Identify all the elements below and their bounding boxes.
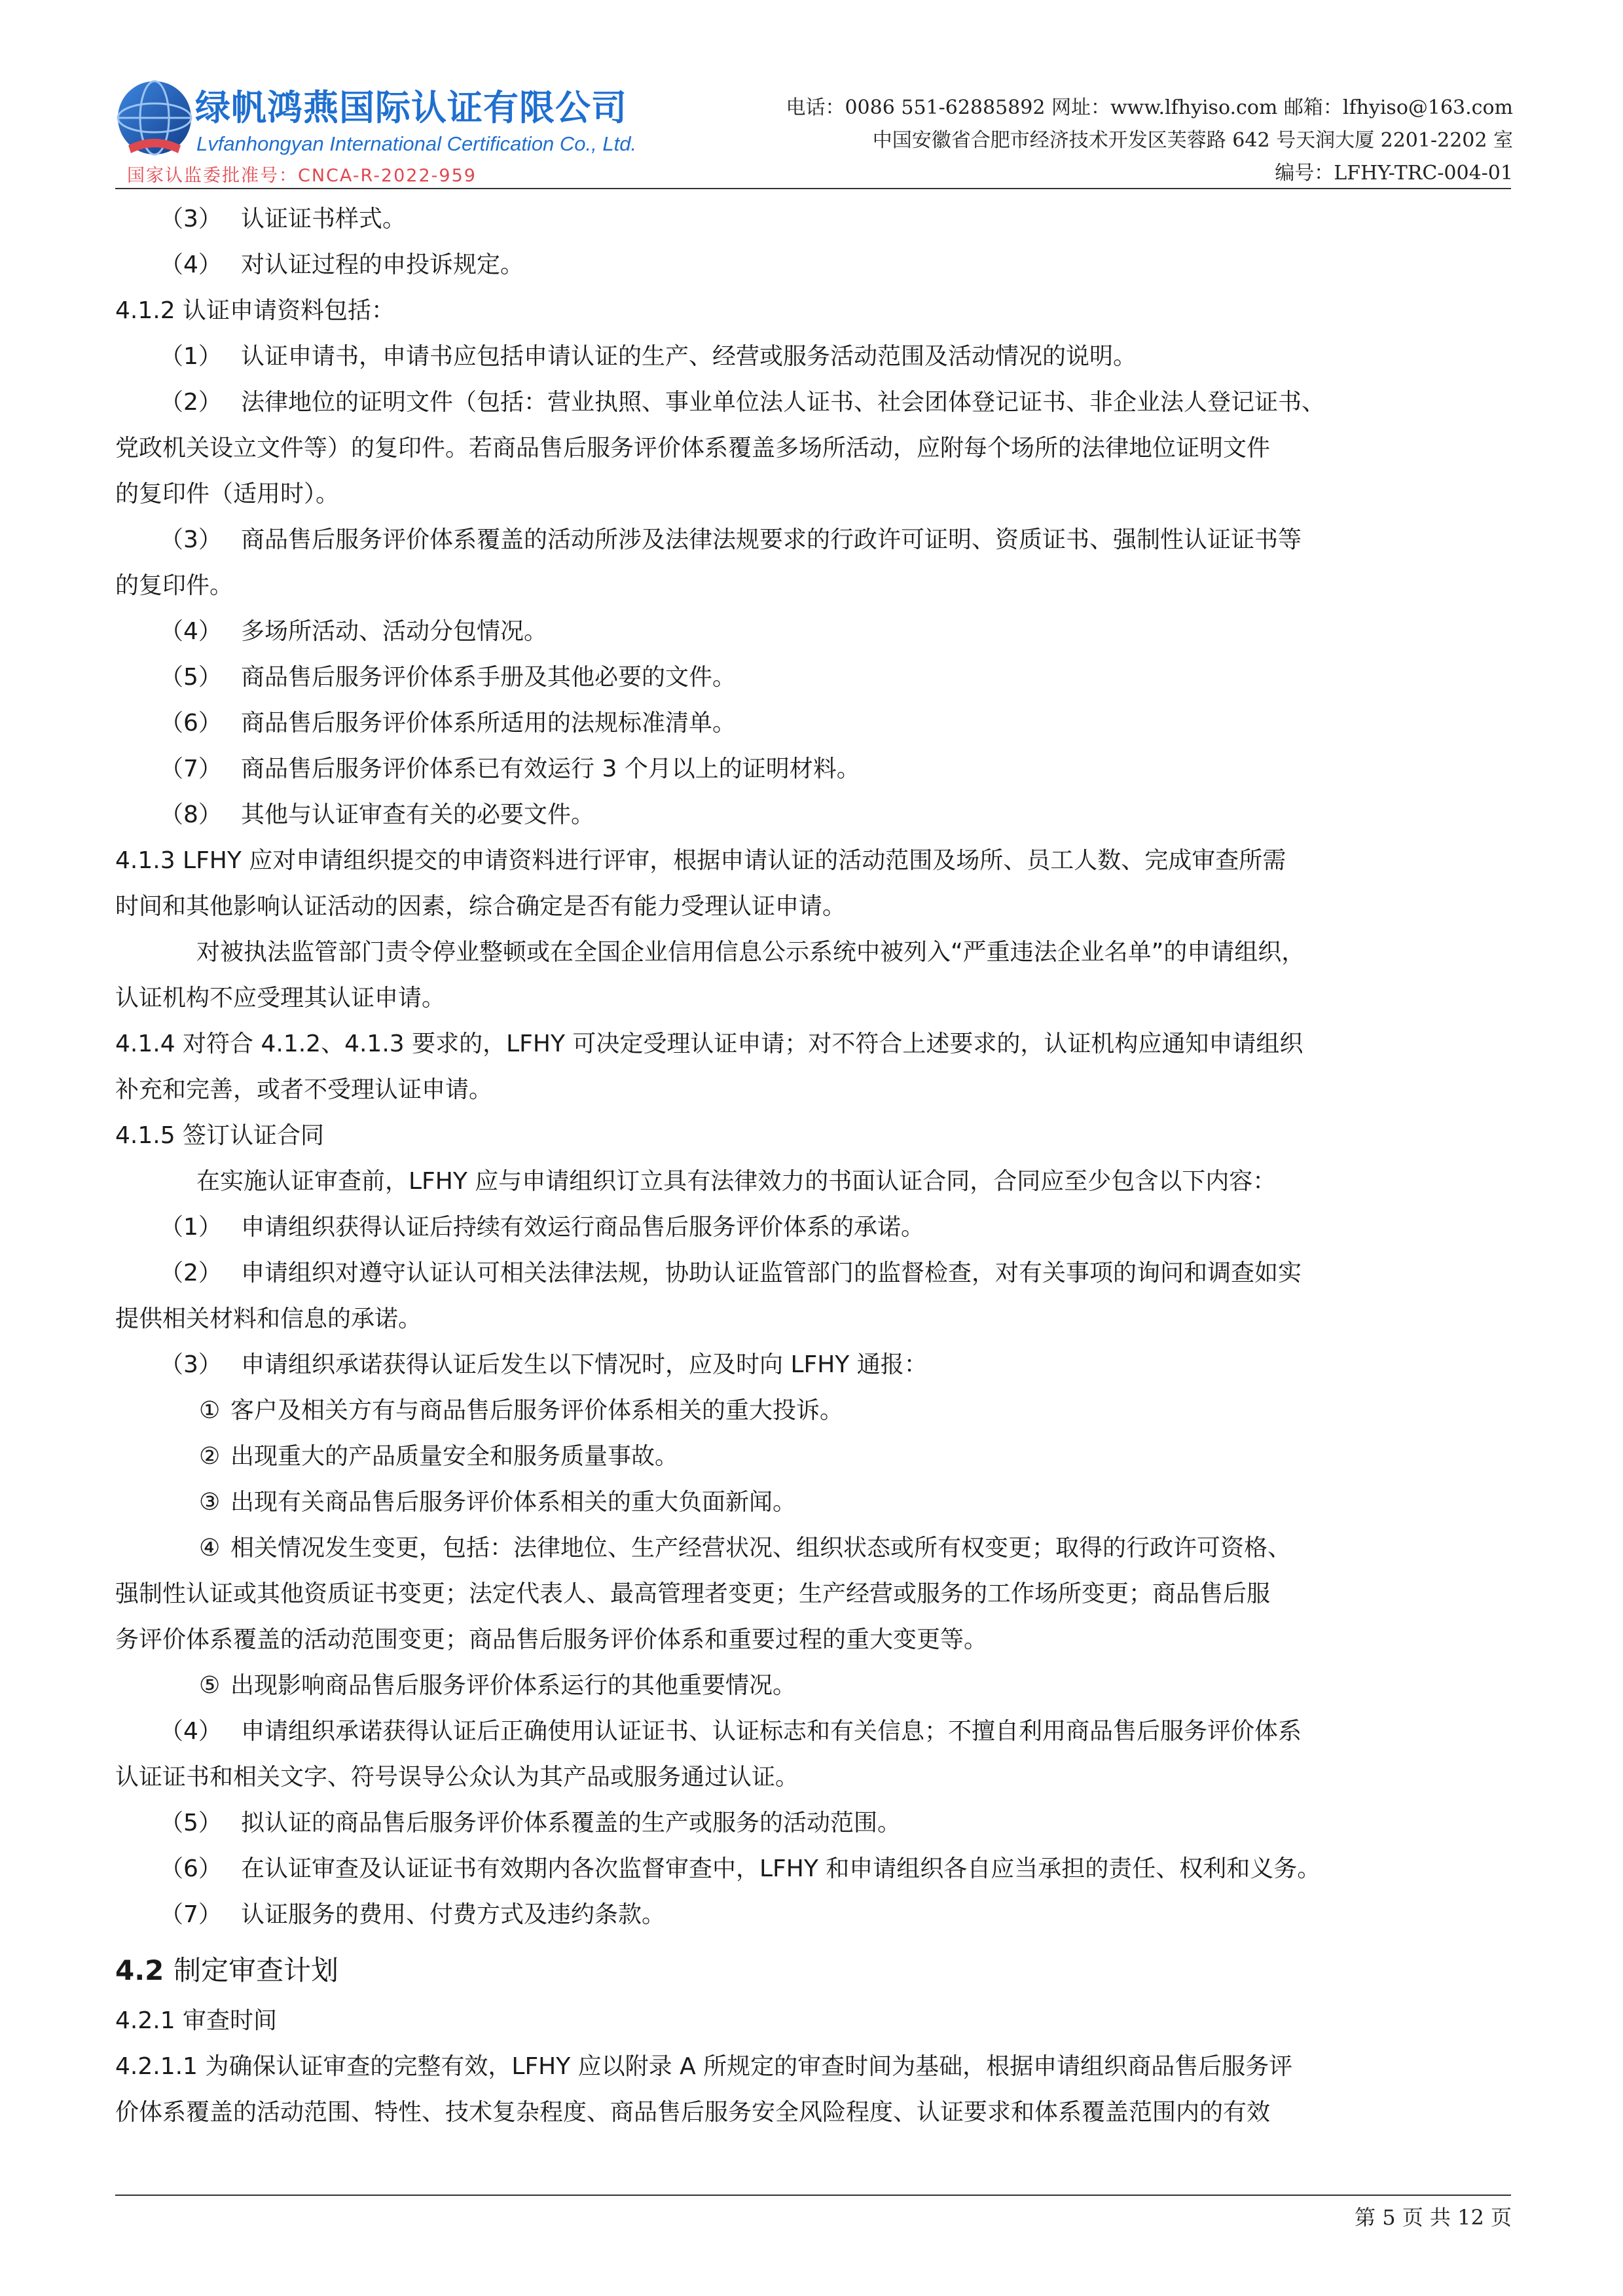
contact-block bbox=[786, 92, 1513, 190]
item-number: （5） bbox=[160, 664, 222, 691]
list-item bbox=[115, 1250, 1511, 1296]
globe-logo-icon bbox=[115, 73, 194, 172]
list-item bbox=[115, 746, 1511, 792]
item-number: ③ bbox=[199, 1489, 221, 1516]
item-number: （3） bbox=[160, 1351, 222, 1378]
item-number: （4） bbox=[160, 251, 222, 278]
item-text: 在认证审查及认证证书有效期内各次监督审查中，LFHY 和申请组织各自应当承担的责任、权利和义务。 bbox=[241, 1855, 1321, 1882]
list-item bbox=[115, 1800, 1511, 1846]
list-item bbox=[115, 1205, 1511, 1250]
text-line: 的复印件（适用时）。 bbox=[115, 481, 340, 507]
clause-text: 4.2.1.1 为确保认证审查的完整有效，LFHY 应以附录 A 所规定的审查时间为基础，根据申请组织商品售后服务评 bbox=[115, 2053, 1293, 2080]
clause-text: 4.1.4 对符合 4.1.2、4.1.3 要求的，LFHY 可决定受理认证申请；对不符合上述要求的，认证机构应通知申请组织 bbox=[115, 1030, 1304, 1057]
text-line: 补充和完善，或者不受理认证申请。 bbox=[115, 1076, 493, 1103]
item-text: 申请组织承诺获得认证后发生以下情况时，应及时向 LFHY 通报： bbox=[241, 1351, 928, 1378]
item-number: （5） bbox=[160, 1810, 222, 1836]
item-text: 申请组织承诺获得认证后正确使用认证证书、认证标志和有关信息；不擅自利用商品售后服务评价体系 bbox=[241, 1718, 1302, 1745]
list-item bbox=[115, 334, 1511, 380]
list-item bbox=[115, 1892, 1511, 1938]
list-item bbox=[115, 701, 1511, 746]
item-number: （7） bbox=[160, 756, 222, 782]
item-text: 客户及相关方有与商品售后服务评价体系相关的重大投诉。 bbox=[230, 1397, 844, 1424]
text-line: 务评价体系覆盖的活动范围变更；商品售后服务评价体系和重要过程的重大变更等。 bbox=[115, 1626, 988, 1653]
item-text: 其他与认证审查有关的必要文件。 bbox=[241, 801, 595, 828]
text-line: 认证机构不应受理其认证申请。 bbox=[115, 985, 446, 1011]
item-number: （1） bbox=[160, 1214, 222, 1241]
sub-item bbox=[115, 1388, 1511, 1434]
item-number: （6） bbox=[160, 1855, 222, 1882]
item-text: 商品售后服务评价体系所适用的法规标准清单。 bbox=[241, 710, 737, 737]
list-item bbox=[115, 792, 1511, 838]
header-divider bbox=[115, 188, 1511, 189]
item-number: ② bbox=[199, 1443, 221, 1470]
item-number: （7） bbox=[160, 1901, 222, 1928]
item-number: ⑤ bbox=[199, 1672, 221, 1699]
item-text: 认证申请书，申请书应包括申请认证的生产、经营或服务活动范围及活动情况的说明。 bbox=[241, 343, 1137, 370]
text-line: 提供相关材料和信息的承诺。 bbox=[115, 1305, 422, 1332]
item-number: （2） bbox=[160, 389, 222, 416]
item-text: 出现重大的产品质量安全和服务质量事故。 bbox=[230, 1443, 679, 1470]
item-text: 相关情况发生变更，包括：法律地位、生产经营状况、组织状态或所有权变更；取得的行政许可资格、 bbox=[230, 1535, 1292, 1561]
clause-heading: 4.2.1 审查时间 bbox=[115, 2007, 278, 2034]
clause-heading: 4.1.5 签订认证合同 bbox=[115, 1122, 325, 1149]
section-heading bbox=[115, 1938, 1511, 1998]
company-name-en: Lvfanhongyan International Certification Co., Ltd. bbox=[196, 132, 637, 155]
text-line: 价体系覆盖的活动范围、特性、技术复杂程度、商品售后服务安全风险程度、认证要求和体系覆盖范围内的有效 bbox=[115, 2099, 1271, 2126]
document-body bbox=[115, 196, 1511, 2136]
text-line: 对被执法监管部门责令停业整顿或在全国企业信用信息公示系统中被列入“严重违法企业名单”的申请组织， bbox=[196, 939, 1305, 966]
section-title: 制定审查计划 bbox=[173, 1954, 339, 1986]
list-item bbox=[115, 196, 1511, 242]
item-number: （4） bbox=[160, 618, 222, 645]
item-number: （8） bbox=[160, 801, 222, 828]
sub-item bbox=[115, 1434, 1511, 1480]
item-text: 认证服务的费用、付费方式及违约条款。 bbox=[241, 1901, 666, 1928]
item-text: 出现有关商品售后服务评价体系相关的重大负面新闻。 bbox=[230, 1489, 797, 1516]
sub-item bbox=[115, 1663, 1511, 1709]
item-text: 多场所活动、活动分包情况。 bbox=[241, 618, 548, 645]
company-name-cn: 绿帆鸿燕国际认证有限公司 bbox=[195, 87, 627, 128]
text-line: 时间和其他影响认证活动的因素，综合确定是否有能力受理认证申请。 bbox=[115, 893, 847, 920]
list-item bbox=[115, 609, 1511, 655]
text-line: 强制性认证或其他资质证书变更；法定代表人、最高管理者变更；生产经营或服务的工作场所变更；商品售后服 bbox=[115, 1580, 1271, 1607]
item-text: 商品售后服务评价体系覆盖的活动所涉及法律法规要求的行政许可证明、资质证书、强制性认证证书等 bbox=[241, 526, 1302, 553]
item-number: （4） bbox=[160, 1718, 222, 1745]
license-number: 国家认监委批准号：CNCA-R-2022-959 bbox=[127, 166, 477, 186]
text-line: 在实施认证审查前，LFHY 应与申请组织订立具有法律效力的书面认证合同，合同应至少包含以下内容： bbox=[196, 1168, 1277, 1195]
item-text: 申请组织获得认证后持续有效运行商品售后服务评价体系的承诺。 bbox=[241, 1214, 925, 1241]
item-number: （3） bbox=[160, 206, 222, 232]
item-text: 出现影响商品售后服务评价体系运行的其他重要情况。 bbox=[230, 1672, 797, 1699]
page-header bbox=[0, 0, 1623, 190]
page-number: 第 5 页 共 12 页 bbox=[1355, 2205, 1512, 2230]
address-line: 中国安徽省合肥市经济技术开发区芙蓉路 642 号天润大厦 2201-2202 室 bbox=[872, 129, 1513, 152]
document-number: 编号：LFHY-TRC-004-01 bbox=[1275, 162, 1513, 185]
item-text: 拟认证的商品售后服务评价体系覆盖的生产或服务的活动范围。 bbox=[241, 1810, 902, 1836]
sub-item bbox=[115, 1480, 1511, 1525]
item-number: （3） bbox=[160, 526, 222, 553]
item-text: 商品售后服务评价体系手册及其他必要的文件。 bbox=[241, 664, 737, 691]
list-item bbox=[115, 1846, 1511, 1892]
list-item bbox=[115, 380, 1511, 426]
item-text: 认证证书样式。 bbox=[241, 206, 407, 232]
text-line: 党政机关设立文件等）的复印件。若商品售后服务评价体系覆盖多场所活动，应附每个场所的法律地位证明文件 bbox=[115, 435, 1271, 462]
clause-heading: 4.1.2 认证申请资料包括： bbox=[115, 297, 395, 324]
item-text: 法律地位的证明文件（包括：营业执照、事业单位法人证书、社会团体登记证书、非企业法人登记证书、 bbox=[241, 389, 1326, 416]
text-line: 的复印件。 bbox=[115, 572, 234, 599]
item-number: ④ bbox=[199, 1535, 221, 1561]
item-number: （1） bbox=[160, 343, 222, 370]
clause-text: 4.1.3 LFHY 应对申请组织提交的申请资料进行评审，根据申请认证的活动范围及场所、员工人数、完成审查所需 bbox=[115, 847, 1286, 874]
company-logo bbox=[115, 73, 194, 172]
list-item bbox=[115, 1709, 1511, 1755]
list-item bbox=[115, 242, 1511, 288]
item-number: （2） bbox=[160, 1260, 222, 1286]
footer-divider bbox=[115, 2195, 1511, 2196]
item-number: ① bbox=[199, 1397, 221, 1424]
section-number: 4.2 bbox=[115, 1954, 164, 1986]
item-text: 申请组织对遵守认证认可相关法律法规，协助认证监管部门的监督检查，对有关事项的询问和调查如实 bbox=[241, 1260, 1302, 1286]
text-line: 认证证书和相关文字、符号误导公众认为其产品或服务通过认证。 bbox=[115, 1764, 799, 1791]
contact-line: 电话：0086 551-62885892 网址：www.lfhyiso.com 邮箱：lfhyiso@163.com bbox=[786, 96, 1513, 119]
item-text: 对认证过程的申投诉规定。 bbox=[241, 251, 524, 278]
sub-item bbox=[115, 1525, 1511, 1571]
list-item bbox=[115, 1342, 1511, 1388]
item-text: 商品售后服务评价体系已有效运行 3 个月以上的证明材料。 bbox=[241, 756, 860, 782]
item-number: （6） bbox=[160, 710, 222, 737]
list-item bbox=[115, 517, 1511, 563]
list-item bbox=[115, 655, 1511, 701]
